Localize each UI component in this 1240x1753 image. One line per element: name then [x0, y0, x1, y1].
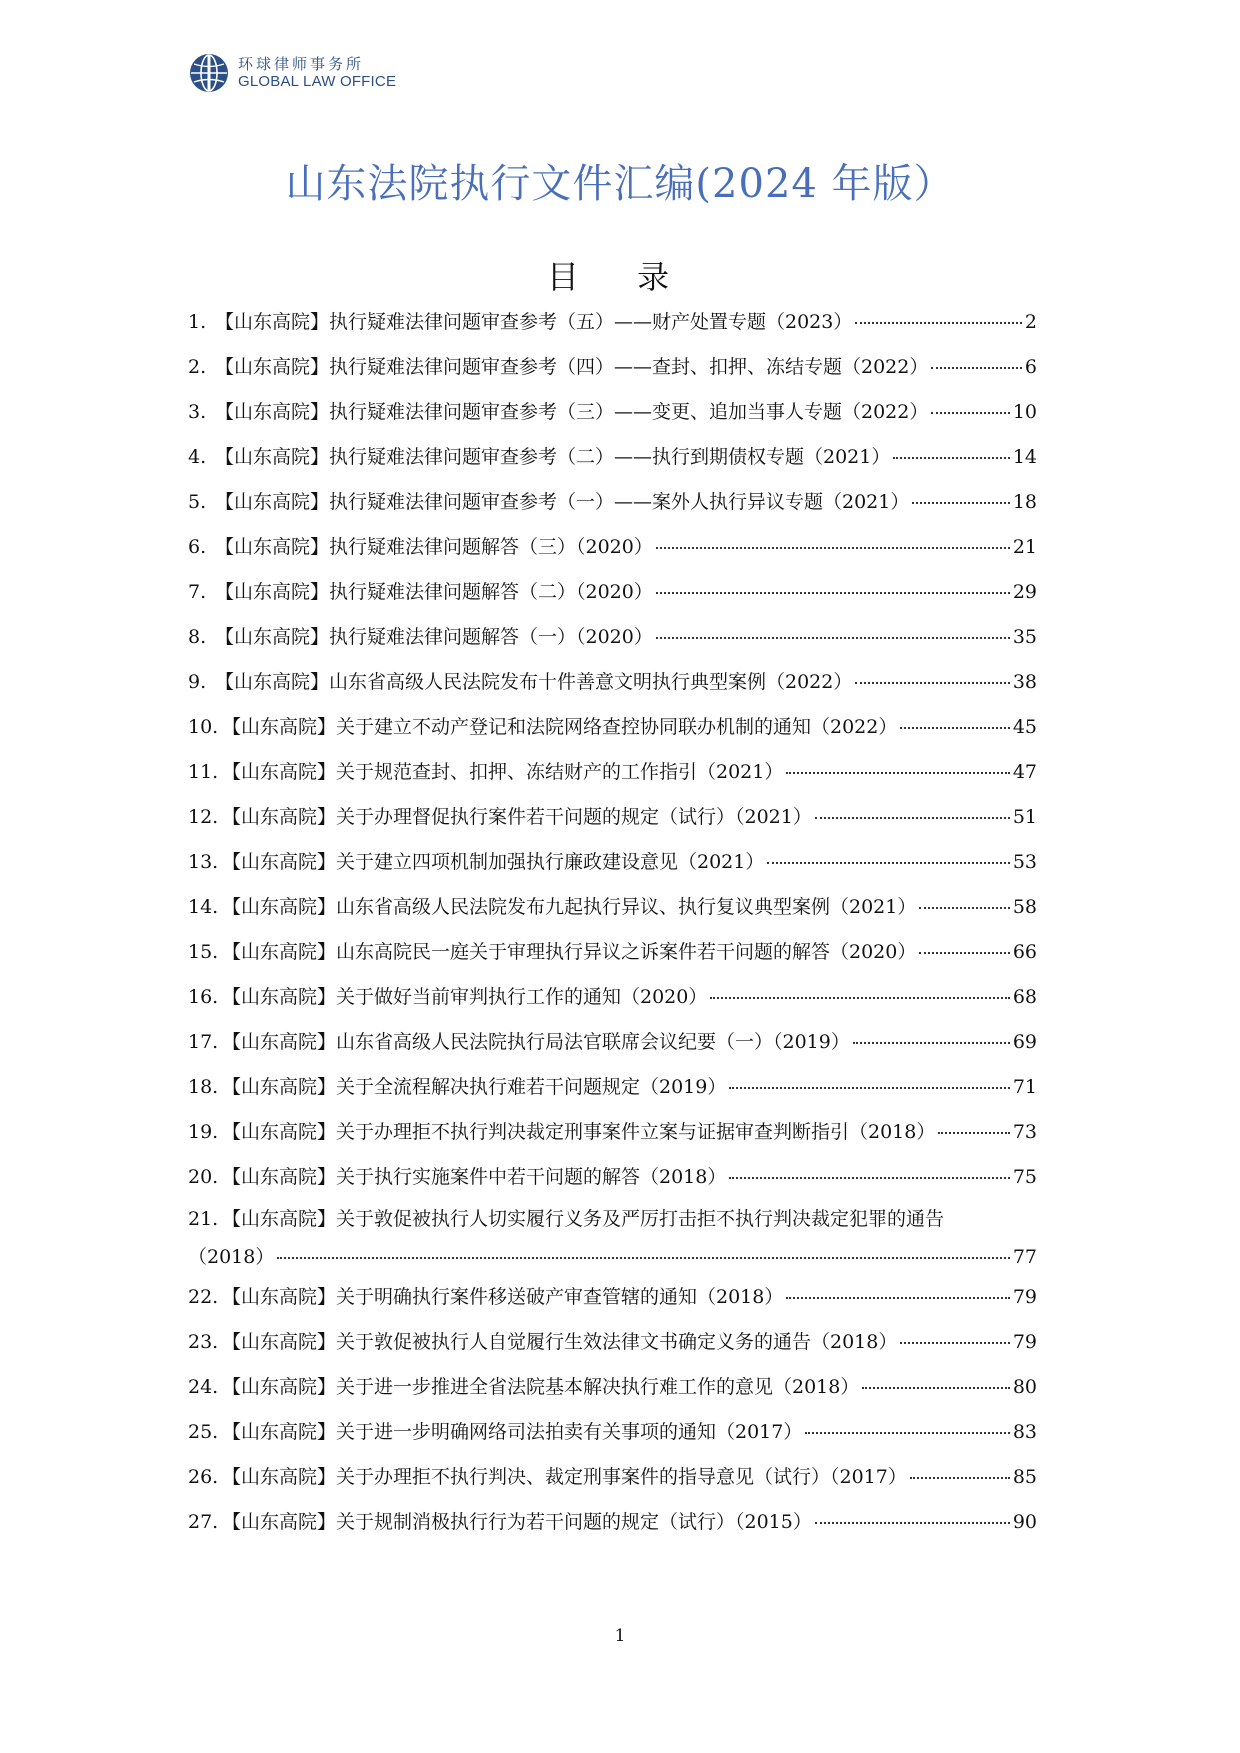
toc-entry-page: 66 — [1012, 941, 1037, 963]
toc-entry[interactable] — [188, 615, 1037, 660]
toc-entry-number: 6. — [188, 536, 207, 558]
toc-entry-page: 18 — [1012, 491, 1037, 513]
toc-leader-dots — [862, 1387, 1009, 1389]
toc-entry-title: 【山东高院】关于做好当前审判执行工作的通知（2020） — [222, 986, 708, 1008]
toc-entry[interactable] — [188, 885, 1037, 930]
toc-entry-title: 【山东高院】关于敦促被执行人切实履行义务及严厉打击拒不执行判决裁定犯罪的通告 — [222, 1208, 945, 1230]
toc-entry[interactable] — [188, 1410, 1037, 1455]
toc-entry[interactable] — [188, 1020, 1037, 1065]
toc-entry[interactable] — [188, 1200, 1037, 1275]
toc-entry-title: 【山东高院】关于明确执行案件移送破产审查管辖的通知（2018） — [222, 1286, 784, 1308]
toc-entry-title: 【山东高院】山东省高级人民法院执行局法官联席会议纪要（一）（2019） — [222, 1031, 850, 1053]
firm-logo — [188, 52, 396, 94]
toc-leader-dots — [656, 547, 1010, 549]
toc-entry[interactable] — [188, 570, 1037, 615]
toc-entry-page: 71 — [1012, 1076, 1037, 1098]
toc-entry-title: 【山东高院】山东省高级人民法院发布十件善意文明执行典型案例（2022） — [215, 671, 853, 693]
toc-entry-number: 24. — [188, 1376, 219, 1398]
toc-entry-page: 6 — [1024, 356, 1037, 378]
toc-leader-dots — [900, 1342, 1009, 1344]
toc-entry-number: 5. — [188, 491, 207, 513]
toc-entry-title: 【山东高院】执行疑难法律问题审查参考（一）——案外人执行异议专题（2021） — [215, 491, 910, 513]
toc-entry-number: 11. — [188, 761, 219, 783]
document-title: 山东法院执行文件汇编(2024 年版） — [285, 161, 955, 207]
toc-entry-title: 【山东高院】执行疑难法律问题审查参考（四）——查封、扣押、冻结专题（2022） — [215, 356, 929, 378]
toc-entry-title: 【山东高院】山东省高级人民法院发布九起执行异议、执行复议典型案例（2021） — [222, 896, 917, 918]
toc-leader-dots — [729, 1177, 1009, 1179]
toc-entry-title: 【山东高院】关于规制消极执行行为若干问题的规定（试行）（2015） — [222, 1511, 812, 1533]
toc-leader-dots — [919, 952, 1009, 954]
toc-entry[interactable] — [188, 1320, 1037, 1365]
toc-entry-page: 79 — [1012, 1286, 1037, 1308]
toc-entry-page: 85 — [1012, 1466, 1037, 1488]
toc-entry-page: 68 — [1012, 986, 1037, 1008]
toc-leader-dots — [729, 1087, 1009, 1089]
toc-leader-dots — [786, 772, 1009, 774]
toc-entry-page: 79 — [1012, 1331, 1037, 1353]
toc-entry-number: 10. — [188, 716, 219, 738]
toc-leader-dots — [855, 322, 1022, 324]
toc-entry-page: 10 — [1012, 401, 1037, 423]
toc-entry-page: 77 — [1012, 1246, 1037, 1268]
toc-leader-dots — [910, 1477, 1010, 1479]
toc-leader-dots — [931, 412, 1009, 414]
toc-entry[interactable] — [188, 930, 1037, 975]
toc-entry[interactable] — [188, 975, 1037, 1020]
toc-entry-title: 【山东高院】执行疑难法律问题解答（三）（2020） — [215, 536, 653, 558]
toc-entry-page: 80 — [1012, 1376, 1037, 1398]
toc-leader-dots — [656, 637, 1010, 639]
toc-entry-number: 1. — [188, 311, 207, 333]
toc-leader-dots — [893, 457, 1009, 459]
toc-entry[interactable] — [188, 840, 1037, 885]
toc-entry-title: 【山东高院】山东高院民一庭关于审理执行异议之诉案件若干问题的解答（2020） — [222, 941, 917, 963]
logo-english-name: GLOBAL LAW OFFICE — [238, 73, 397, 90]
toc-entry[interactable] — [188, 1065, 1037, 1110]
toc-leader-dots — [805, 1432, 1009, 1434]
toc-entry[interactable] — [188, 300, 1037, 345]
toc-entry[interactable] — [188, 660, 1037, 705]
toc-entry-title: 【山东高院】关于全流程解决执行难若干问题规定（2019） — [222, 1076, 727, 1098]
toc-leader-dots — [710, 997, 1009, 999]
toc-entry-page: 38 — [1012, 671, 1037, 693]
toc-entry-page: 35 — [1012, 626, 1037, 648]
toc-leader-dots — [767, 862, 1009, 864]
toc-entry-page: 47 — [1012, 761, 1037, 783]
toc-entry[interactable] — [188, 1365, 1037, 1410]
toc-entry-page: 75 — [1012, 1166, 1037, 1188]
toc-entry[interactable] — [188, 750, 1037, 795]
globe-icon — [188, 52, 230, 94]
toc-entry-page: 90 — [1012, 1511, 1037, 1533]
toc-entry-number: 25. — [188, 1421, 219, 1443]
toc-leader-dots — [931, 367, 1022, 369]
toc-entry-page: 45 — [1012, 716, 1037, 738]
toc-entry[interactable] — [188, 435, 1037, 480]
toc-entry[interactable] — [188, 1500, 1037, 1545]
toc-leader-dots — [277, 1257, 1009, 1259]
toc-leader-dots — [853, 1042, 1010, 1044]
toc-entry-number: 7. — [188, 581, 207, 603]
toc-leader-dots — [815, 1522, 1010, 1524]
toc-entry[interactable] — [188, 390, 1037, 435]
toc-entry-title: 【山东高院】关于办理拒不执行判决裁定刑事案件立案与证据审查判断指引（2018） — [222, 1121, 936, 1143]
toc-entry-number: 21. — [188, 1208, 219, 1230]
toc-entry-title: 【山东高院】关于建立不动产登记和法院网络查控协同联办机制的通知（2022） — [222, 716, 898, 738]
toc-leader-dots — [900, 727, 1009, 729]
toc-leader-dots — [815, 817, 1010, 819]
toc-entry-title: 【山东高院】执行疑难法律问题审查参考（五）——财产处置专题（2023） — [215, 311, 853, 333]
toc-entry[interactable] — [188, 525, 1037, 570]
toc-entry-title: 【山东高院】执行疑难法律问题审查参考（二）——执行到期债权专题（2021） — [215, 446, 891, 468]
toc-entry-number: 12. — [188, 806, 219, 828]
toc-entry[interactable] — [188, 1455, 1037, 1500]
toc-entry-page: 83 — [1012, 1421, 1037, 1443]
toc-entry-number: 20. — [188, 1166, 219, 1188]
toc-entry-title: 【山东高院】关于进一步明确网络司法拍卖有关事项的通知（2017） — [222, 1421, 803, 1443]
toc-entry-title: 【山东高院】关于规范查封、扣押、冻结财产的工作指引（2021） — [222, 761, 784, 783]
toc-entry[interactable] — [188, 795, 1037, 840]
toc-entry-title: 【山东高院】关于执行实施案件中若干问题的解答（2018） — [222, 1166, 727, 1188]
toc-entry-title: 【山东高院】关于办理督促执行案件若干问题的规定（试行）（2021） — [222, 806, 812, 828]
toc-entry-title: 【山东高院】执行疑难法律问题解答（一）（2020） — [215, 626, 653, 648]
toc-entry-number: 27. — [188, 1511, 219, 1533]
toc-entry-page: 58 — [1012, 896, 1037, 918]
toc-entry-page: 14 — [1012, 446, 1037, 468]
toc-entry-number: 23. — [188, 1331, 219, 1353]
logo-chinese-name: 环球律师事务所 — [238, 55, 365, 73]
toc-entry[interactable] — [188, 1275, 1037, 1320]
toc-entry-number: 16. — [188, 986, 219, 1008]
toc-entry-number: 4. — [188, 446, 207, 468]
toc-entry[interactable] — [188, 1155, 1037, 1200]
toc-entry-title: 【山东高院】执行疑难法律问题审查参考（三）——变更、追加当事人专题（2022） — [215, 401, 929, 423]
toc-entry-title: 【山东高院】关于建立四项机制加强执行廉政建设意见（2021） — [222, 851, 765, 873]
toc-entry-page: 53 — [1012, 851, 1037, 873]
toc-entry-number: 19. — [188, 1121, 219, 1143]
toc-entry-title: 【山东高院】关于进一步推进全省法院基本解决执行难工作的意见（2018） — [222, 1376, 860, 1398]
toc-entry-page: 2 — [1024, 311, 1037, 333]
table-of-contents — [188, 300, 1037, 1545]
toc-leader-dots — [938, 1132, 1009, 1134]
page-number: 1 — [614, 1626, 626, 1646]
toc-entry-title: 【山东高院】关于敦促被执行人自觉履行生效法律文书确定义务的通告（2018） — [222, 1331, 898, 1353]
toc-entry-number: 13. — [188, 851, 219, 873]
toc-leader-dots — [656, 592, 1010, 594]
toc-entry-number: 15. — [188, 941, 219, 963]
toc-leader-dots — [912, 502, 1009, 504]
toc-leader-dots — [855, 682, 1009, 684]
toc-leader-dots — [786, 1297, 1009, 1299]
toc-entry-number: 8. — [188, 626, 207, 648]
toc-entry-page: 73 — [1012, 1121, 1037, 1143]
toc-entry-number: 3. — [188, 401, 207, 423]
toc-entry-page: 29 — [1012, 581, 1037, 603]
toc-entry-title: 【山东高院】执行疑难法律问题解答（二）（2020） — [215, 581, 653, 603]
toc-entry-page: 51 — [1012, 806, 1037, 828]
toc-entry-page: 69 — [1012, 1031, 1037, 1053]
toc-heading: 目 录 — [546, 258, 694, 296]
toc-entry[interactable] — [188, 705, 1037, 750]
toc-entry[interactable] — [188, 1110, 1037, 1155]
toc-entry-number: 2. — [188, 356, 207, 378]
toc-entry[interactable] — [188, 480, 1037, 525]
toc-entry[interactable] — [188, 345, 1037, 390]
toc-entry-number: 18. — [188, 1076, 219, 1098]
toc-entry-number: 22. — [188, 1286, 219, 1308]
toc-entry-number: 14. — [188, 896, 219, 918]
toc-entry-page: 21 — [1012, 536, 1037, 558]
toc-entry-title-continued: （2018） — [188, 1246, 275, 1268]
toc-entry-title: 【山东高院】关于办理拒不执行判决、裁定刑事案件的指导意见（试行）（2017） — [222, 1466, 907, 1488]
toc-entry-number: 26. — [188, 1466, 219, 1488]
toc-entry-number: 17. — [188, 1031, 219, 1053]
toc-entry-number: 9. — [188, 671, 207, 693]
toc-leader-dots — [919, 907, 1009, 909]
